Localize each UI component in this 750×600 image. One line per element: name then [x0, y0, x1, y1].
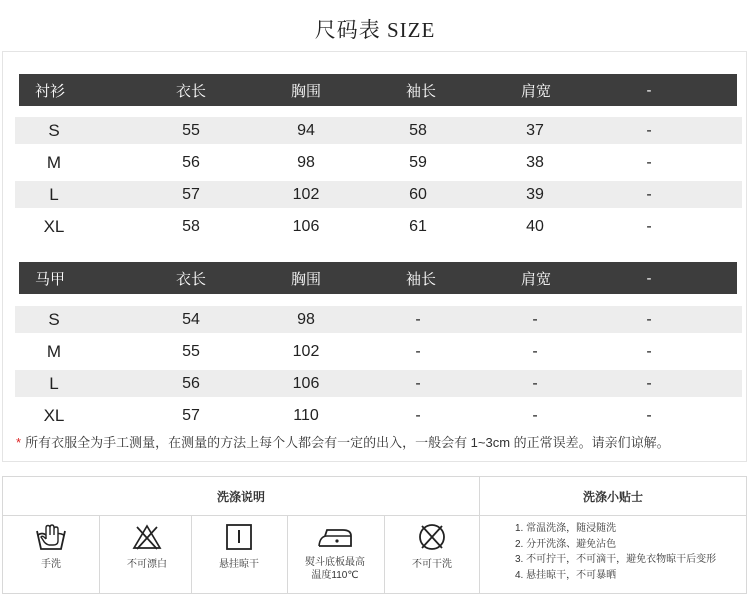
hang-dry-icon — [221, 522, 257, 552]
table-row — [15, 370, 742, 397]
list-item: 4. 悬挂晾干，不可暴晒 — [515, 569, 617, 581]
table-cell: 98 — [297, 310, 315, 328]
size-chart-panel — [2, 51, 747, 462]
size-label: XL — [43, 405, 65, 425]
vest-table-header — [19, 262, 737, 294]
hand-wash-icon — [33, 522, 69, 552]
table-cell: 110 — [293, 406, 319, 424]
table-cell: 60 — [409, 185, 427, 203]
care-label: 熨斗底板最高 温度110℃ — [305, 557, 365, 581]
measurement-note — [16, 432, 670, 451]
table-cell: - — [646, 310, 652, 328]
care-item-hang-dry — [191, 522, 287, 592]
table-cell: 106 — [292, 217, 320, 235]
table-cell: - — [646, 406, 652, 424]
shirt-table-header — [19, 74, 737, 106]
care-label: 手洗 — [41, 559, 61, 570]
care-label: 不可干洗 — [412, 559, 452, 570]
table-cell: - — [532, 342, 538, 360]
table-cell: 106 — [292, 374, 320, 392]
size-label: M — [46, 152, 62, 172]
list-item: 2. 分开洗涤、避免沾色 — [515, 538, 617, 550]
washing-tips-title: 洗涤小贴士 — [480, 477, 746, 516]
washing-title: 洗涤说明 — [3, 477, 479, 516]
size-label: L — [49, 184, 59, 204]
table-cell: 58 — [409, 121, 427, 139]
table-cell: - — [646, 121, 652, 139]
table-row — [15, 402, 742, 429]
table-cell: 59 — [409, 153, 427, 171]
table-cell: 102 — [292, 185, 320, 203]
table-cell: - — [415, 374, 421, 392]
size-label: XL — [43, 216, 65, 236]
table-cell: - — [532, 374, 538, 392]
table-cell: - — [415, 310, 421, 328]
table-cell: 94 — [297, 121, 315, 139]
table-cell: 57 — [182, 406, 200, 424]
care-item-iron — [287, 522, 383, 592]
table-cell: - — [646, 374, 652, 392]
washing-tips-list — [515, 521, 716, 583]
size-label: S — [48, 120, 60, 140]
header-cell-chest: 胸围 — [290, 82, 321, 100]
list-item: 1. 常温洗涤，随浸随洗 — [515, 523, 617, 534]
table-cell: 98 — [297, 153, 315, 171]
note-asterisk: * — [16, 435, 22, 450]
table-cell: 61 — [409, 217, 427, 235]
size-label: S — [48, 309, 60, 329]
table-cell: - — [415, 342, 421, 360]
table-cell: 37 — [526, 121, 544, 139]
table-cell: - — [415, 406, 421, 424]
header-cell-category: 衬衫 — [35, 82, 66, 100]
header-cell-shoulder: 肩宽 — [520, 82, 551, 100]
size-label: M — [46, 341, 62, 361]
page-title: 尺码表 SIZE — [314, 18, 436, 42]
table-cell: 56 — [182, 153, 200, 171]
note-text: 所有衣服全为手工测量，在测量的方法上每个人都会有一定的出入，一般会有 1~3cm 的正常误差。请亲们谅解。 — [25, 435, 670, 450]
table-cell: 58 — [182, 217, 200, 235]
table-cell: - — [646, 342, 652, 360]
header-cell-sleeve: 袖长 — [405, 270, 436, 288]
table-cell: - — [532, 406, 538, 424]
table-cell: 55 — [182, 121, 200, 139]
table-cell: 102 — [292, 342, 320, 360]
table-row — [15, 306, 742, 333]
no-bleach-icon — [129, 522, 165, 552]
care-label: 悬挂晾干 — [219, 559, 259, 570]
care-item-hand-wash — [3, 522, 99, 592]
washing-panel — [2, 476, 747, 594]
table-cell: 55 — [182, 342, 200, 360]
table-cell: - — [646, 217, 652, 235]
table-cell: 54 — [182, 310, 200, 328]
table-cell: - — [646, 153, 652, 171]
care-label: 不可漂白 — [127, 559, 167, 570]
table-cell: 40 — [526, 217, 544, 235]
table-cell: 57 — [182, 185, 200, 203]
header-cell-category: 马甲 — [35, 270, 66, 288]
table-cell: - — [646, 185, 652, 203]
care-item-no-bleach — [99, 522, 195, 592]
table-row — [15, 213, 742, 240]
header-cell-chest: 胸围 — [290, 270, 321, 288]
size-label: L — [49, 373, 59, 393]
table-cell: - — [532, 310, 538, 328]
table-cell: 38 — [526, 153, 544, 171]
table-row — [15, 117, 742, 144]
iron-icon — [315, 522, 355, 552]
table-cell: 56 — [182, 374, 200, 392]
header-cell-length: 衣长 — [175, 270, 206, 288]
table-row — [15, 338, 742, 365]
care-item-no-dry-clean — [384, 522, 480, 592]
header-cell-sleeve: 袖长 — [405, 82, 436, 100]
table-cell: 39 — [526, 185, 544, 203]
no-dry-clean-icon — [414, 522, 450, 552]
header-cell-shoulder: 肩宽 — [520, 270, 551, 288]
header-cell-extra: - — [646, 81, 652, 99]
table-row — [15, 181, 742, 208]
header-cell-extra: - — [646, 269, 652, 287]
table-row — [15, 149, 742, 176]
list-item: 3. 不可拧干，不可滴干，避免衣物晾干后变形 — [515, 554, 717, 565]
header-cell-length: 衣长 — [175, 82, 206, 100]
